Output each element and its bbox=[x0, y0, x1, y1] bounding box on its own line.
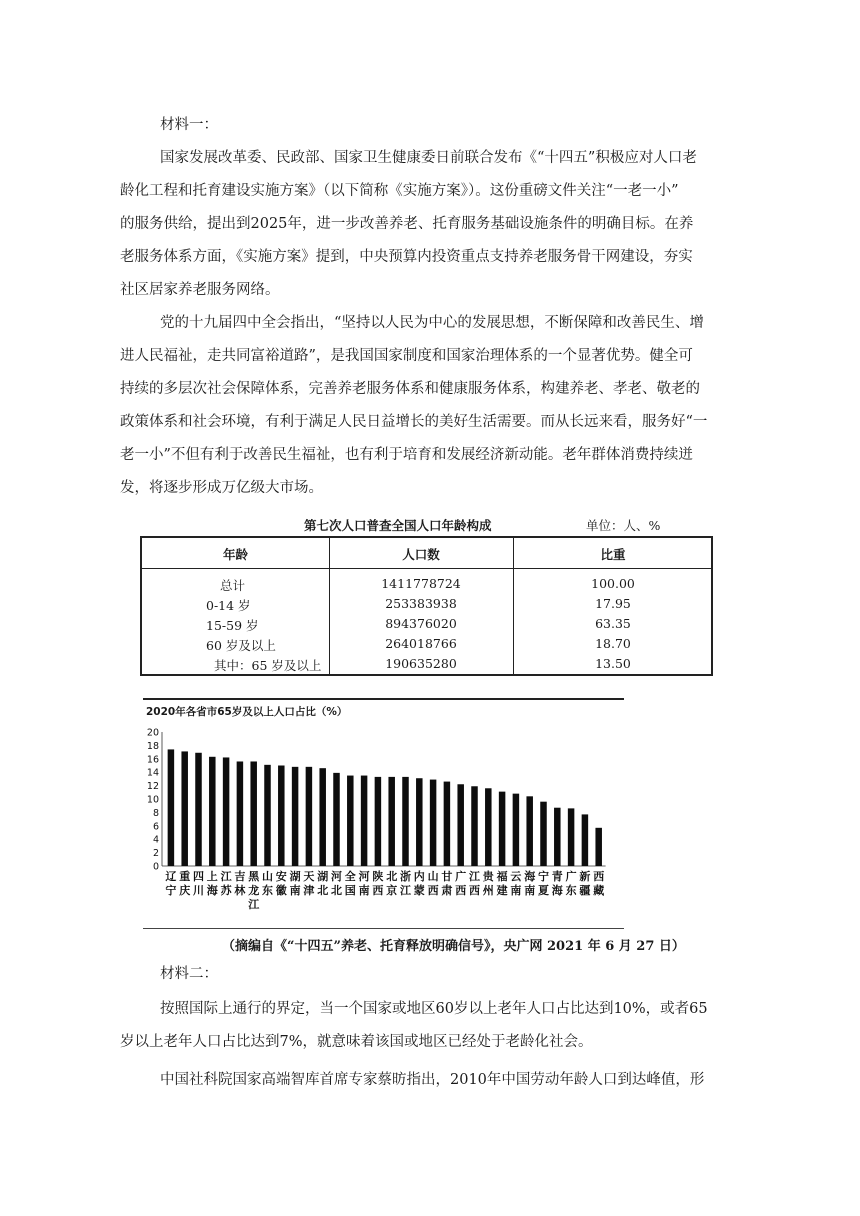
bar bbox=[444, 782, 451, 866]
x-tick-label: 天津 bbox=[303, 870, 315, 897]
bar bbox=[499, 792, 506, 866]
x-tick-label: 新疆 bbox=[579, 870, 591, 897]
y-tick-label: 18 bbox=[146, 740, 159, 752]
material2-paragraph-2 bbox=[140, 1064, 730, 1097]
bar bbox=[209, 757, 216, 866]
bar bbox=[388, 777, 395, 866]
text-line: 龄化工程和托育建设实施方案》（以下简称《实施方案》）。这份重磅文件关注“一老一小” bbox=[120, 183, 679, 199]
y-tick-label: 0 bbox=[152, 861, 159, 873]
text-line: 发，将逐步形成万亿级大市场。 bbox=[120, 480, 323, 496]
x-tick-label: 北京 bbox=[386, 870, 398, 897]
bar bbox=[416, 778, 423, 866]
bar bbox=[237, 761, 244, 866]
x-tick-label: 贵州 bbox=[482, 870, 494, 897]
y-tick-label: 4 bbox=[152, 834, 159, 846]
bar bbox=[181, 751, 188, 866]
census-table-unit: 单位：人、% bbox=[586, 518, 661, 533]
header-population: 人口数 bbox=[402, 547, 440, 562]
x-tick-label: 浙江 bbox=[400, 870, 411, 897]
y-tick-label: 2 bbox=[152, 848, 159, 860]
x-tick-label: 河北 bbox=[331, 870, 342, 897]
census-table bbox=[140, 536, 713, 676]
bar bbox=[471, 786, 478, 866]
census-table-title: 第七次人口普查全国人口年龄构成 bbox=[304, 518, 492, 533]
x-tick-label: 江苏 bbox=[220, 870, 232, 897]
text-line: 党的十九届四中全会指出，“坚持以人民为中心的发展思想，不断保障和改善民生、增 bbox=[160, 315, 704, 331]
text-line: 中国社科院国家高端智库首席专家蔡昉指出，2010年中国劳动年龄人口到达峰值，形 bbox=[160, 1072, 705, 1088]
y-tick-label: 20 bbox=[146, 727, 159, 739]
x-tick-label: 四川 bbox=[193, 870, 204, 897]
x-tick-label: 西藏 bbox=[593, 870, 605, 897]
x-tick-label: 全国 bbox=[344, 870, 356, 897]
cell-population: 1411778724 bbox=[381, 576, 461, 591]
x-tick-label: 福建 bbox=[496, 870, 508, 897]
cell-age: 15-59 岁 bbox=[206, 618, 259, 633]
cell-age: 0-14 岁 bbox=[206, 598, 251, 613]
cell-share: 100.00 bbox=[591, 576, 635, 591]
bar bbox=[168, 749, 175, 866]
bar bbox=[568, 808, 575, 866]
source-note: （摘编自《“十四五”养老、托育释放明确信号》，央广网 2021 年 6 月 27 日） bbox=[222, 939, 685, 954]
bar bbox=[292, 767, 299, 866]
text-line: 岁以上老年人口占比达到7%，就意味着该国或地区已经处于老龄化社会。 bbox=[120, 1034, 593, 1050]
cell-share: 17.95 bbox=[595, 596, 631, 611]
y-tick-label: 16 bbox=[146, 754, 159, 766]
bar bbox=[375, 777, 382, 866]
bar bbox=[306, 767, 313, 866]
y-tick-label: 6 bbox=[152, 821, 159, 833]
chart-top-rule bbox=[143, 698, 624, 700]
material1-paragraph-2 bbox=[120, 307, 730, 505]
bar bbox=[540, 802, 547, 866]
bar bbox=[554, 808, 561, 866]
x-tick-label: 山西 bbox=[427, 870, 439, 897]
x-tick-label: 海南 bbox=[524, 870, 536, 897]
x-tick-label: 辽宁 bbox=[165, 870, 177, 897]
text-line: 进人民福祉，走共同富裕道路”，是我国国家制度和国家治理体系的一个显著优势。健全可 bbox=[120, 348, 693, 364]
cell-population: 190635280 bbox=[385, 656, 457, 671]
bar bbox=[319, 768, 326, 866]
x-tick-label: 黑龙江 bbox=[248, 870, 260, 911]
x-tick-label: 广西 bbox=[455, 870, 467, 897]
bar bbox=[595, 828, 602, 866]
bar bbox=[457, 784, 464, 866]
x-tick-label: 山东 bbox=[262, 870, 273, 897]
bar bbox=[513, 794, 520, 866]
bar bbox=[347, 776, 354, 866]
y-tick-label: 12 bbox=[146, 781, 159, 793]
header-age: 年龄 bbox=[222, 547, 248, 562]
cell-share: 63.35 bbox=[595, 616, 631, 631]
x-tick-label: 重庆 bbox=[179, 870, 191, 897]
cell-age: 其中：65 岁及以上 bbox=[214, 658, 322, 673]
cell-age: 60 岁及以上 bbox=[206, 638, 276, 653]
x-tick-label: 青海 bbox=[551, 870, 563, 897]
cell-share: 18.70 bbox=[595, 636, 631, 651]
bar bbox=[485, 788, 492, 866]
x-tick-label: 江西 bbox=[469, 870, 480, 897]
material2-paragraph-1 bbox=[120, 993, 730, 1059]
material1-heading: 材料一： bbox=[160, 117, 218, 133]
bar bbox=[333, 773, 340, 866]
y-tick-label: 10 bbox=[146, 794, 159, 806]
material2-heading: 材料二： bbox=[160, 966, 218, 982]
x-tick-label: 宁夏 bbox=[538, 870, 549, 897]
cell-population: 894376020 bbox=[385, 616, 457, 631]
text-line: 国家发展改革委、民政部、国家卫生健康委日前联合发布《“十四五”积极应对人口老 bbox=[160, 150, 697, 166]
bar bbox=[264, 765, 271, 866]
bar bbox=[526, 796, 533, 866]
x-tick-label: 陕西 bbox=[372, 870, 384, 897]
bar-chart bbox=[140, 718, 620, 928]
x-tick-label: 湖南 bbox=[289, 870, 301, 897]
text-line: 持续的多层次社会保障体系，完善养老服务体系和健康服务体系，构建养老、孝老、敬老的 bbox=[120, 381, 700, 397]
chart-bottom-rule bbox=[143, 928, 624, 929]
text-line: 老一小”不但有利于改善民生福祉，也有利于培育和发展经济新动能。老年群体消费持续迸 bbox=[120, 447, 693, 463]
x-tick-label: 上海 bbox=[206, 870, 218, 897]
text-line: 社区居家养老服务网络。 bbox=[120, 282, 280, 298]
material1-paragraph-1 bbox=[120, 142, 730, 307]
bar bbox=[361, 776, 368, 866]
bar bbox=[430, 780, 437, 866]
x-tick-label: 内蒙 bbox=[413, 870, 425, 897]
text-line: 的服务供给，提出到2025年，进一步改善养老、托育服务基础设施条件的明确目标。在养 bbox=[120, 216, 694, 232]
x-tick-label: 云南 bbox=[510, 870, 522, 897]
x-tick-label: 安徽 bbox=[275, 870, 287, 897]
text-line: 按照国际上通行的界定，当一个国家或地区60岁以上老年人口占比达到10%，或者65 bbox=[160, 1001, 708, 1017]
cell-population: 264018766 bbox=[385, 636, 457, 651]
cell-share: 13.50 bbox=[595, 656, 631, 671]
bar bbox=[278, 766, 285, 867]
bar bbox=[402, 777, 409, 866]
header-share: 比重 bbox=[600, 547, 626, 562]
bar bbox=[223, 757, 230, 866]
text-line: 老服务体系方面，《实施方案》提到，中央预算内投资重点支持养老服务骨干网建设，夯实 bbox=[120, 249, 693, 265]
cell-population: 253383938 bbox=[385, 596, 457, 611]
chart-title: 2020年各省市65岁及以上人口占比（%） bbox=[146, 706, 348, 718]
x-tick-label: 甘肃 bbox=[441, 870, 453, 897]
cell-age: 总计 bbox=[220, 578, 246, 593]
bar bbox=[250, 761, 257, 866]
bar bbox=[195, 753, 202, 866]
x-tick-label: 吉林 bbox=[234, 870, 246, 897]
x-tick-label: 湖北 bbox=[317, 870, 329, 897]
x-tick-label: 河南 bbox=[358, 870, 370, 897]
x-tick-label: 广东 bbox=[565, 870, 577, 897]
text-line: 政策体系和社会环境，有利于满足人民日益增长的美好生活需要。而从长远来看，服务好“一 bbox=[120, 414, 708, 430]
y-tick-label: 14 bbox=[146, 767, 159, 779]
y-tick-label: 8 bbox=[152, 807, 159, 819]
bar bbox=[582, 814, 589, 866]
